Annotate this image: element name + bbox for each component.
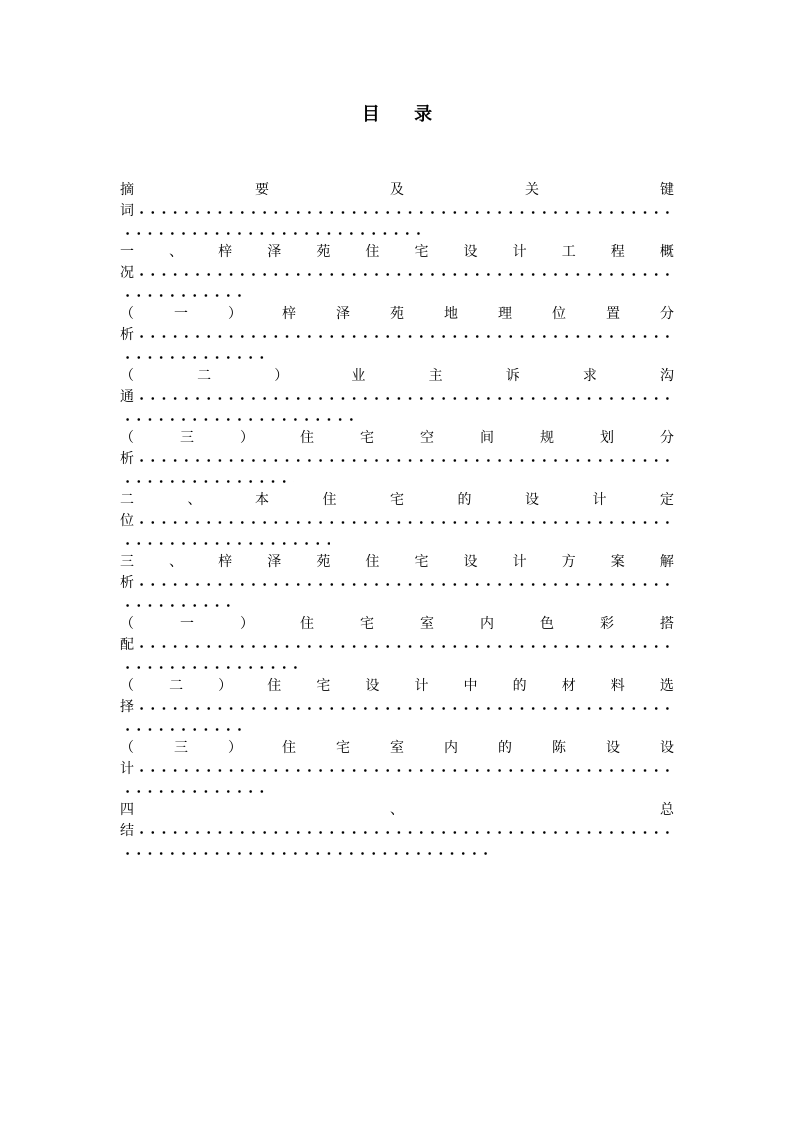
toc-entry-title: 摘 要 及 关 键 [120,182,674,198]
dot-leader [120,780,270,801]
toc-entry[interactable] [120,304,674,366]
dot-leader [120,842,494,863]
dot-leader [134,635,674,656]
toc-entry[interactable] [120,428,674,490]
toc-entry-title: （ 一 ） 住 宅 室 内 色 彩 搭 [120,616,674,632]
dot-leader [120,470,294,491]
toc-entry-title: （ 二 ） 住 宅 设 计 中 的 材 料 选 [120,678,674,694]
toc-entry-title-end: 位 [120,513,134,529]
toc-entry[interactable] [120,676,674,738]
toc-entry[interactable] [120,738,674,800]
dot-leader [134,573,674,594]
toc-entry-title-end: 析 [120,575,134,591]
dot-leader [134,821,674,842]
dot-leader [120,222,425,243]
dot-leader [120,532,330,553]
toc-entry-title: （ 三 ） 住 宅 空 间 规 划 分 [120,430,674,446]
toc-entry[interactable] [120,800,674,862]
dot-leader [120,408,356,429]
toc-entry-title-end: 析 [120,451,134,467]
dot-leader [120,284,242,305]
table-of-contents [120,180,674,862]
page-title: 目 录 [361,104,447,125]
toc-entry[interactable] [120,614,674,676]
dot-leader [120,594,230,615]
toc-entry[interactable] [120,366,674,428]
dot-leader [120,656,298,677]
dot-leader [134,387,674,408]
dot-leader [134,449,674,470]
toc-entry[interactable] [120,242,674,304]
toc-entry-title-end: 择 [120,699,134,715]
toc-entry-title-end: 结 [120,823,134,839]
dot-leader [134,697,674,718]
toc-entry[interactable] [120,490,674,552]
toc-entry-title: 一 、 梓 泽 苑 住 宅 设 计 工 程 概 [120,244,674,260]
toc-entry-title: （ 三 ） 住 宅 室 内 的 陈 设 设 [120,740,674,756]
dot-leader [134,201,674,222]
toc-entry-title-end: 析 [120,327,134,343]
toc-entry-title: （ 二 ） 业 主 诉 求 沟 [120,368,674,384]
dot-leader [134,759,674,780]
toc-entry-title: 二 、 本 住 宅 的 设 计 定 [120,492,674,508]
toc-entry[interactable] [120,180,674,242]
toc-entry-title: （ 一 ） 梓 泽 苑 地 理 位 置 分 [120,306,674,322]
toc-entry-title-end: 计 [120,761,134,777]
dot-leader [134,263,674,284]
toc-entry-title-end: 词 [120,203,134,219]
dot-leader [120,718,242,739]
toc-entry-title: 四 、 总 [120,802,674,818]
dot-leader [134,511,674,532]
dot-leader [134,325,674,346]
toc-entry-title-end: 通 [120,389,134,405]
toc-entry-title-end: 况 [120,265,134,281]
dot-leader [120,346,268,367]
toc-entry-title-end: 配 [120,637,134,653]
toc-entry-title: 三 、 梓 泽 苑 住 宅 设 计 方 案 解 [120,554,674,570]
toc-entry[interactable] [120,552,674,614]
